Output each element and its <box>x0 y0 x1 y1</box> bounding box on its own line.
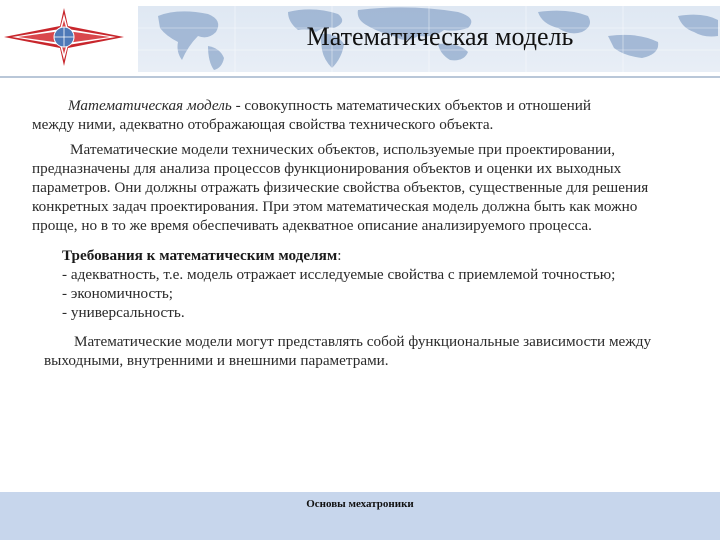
definition-paragraph <box>32 96 672 134</box>
models-line-4: конкретных задач проектирования. При этом математическая модель должна быть как можно <box>32 198 638 215</box>
closing-line-1: Математические модели могут представлять собой функциональные зависимости между <box>74 333 652 350</box>
requirements-heading: Требования к математическим моделям <box>62 247 338 264</box>
models-line-1: Математические модели технических объектов, используемые при проектировании, <box>70 141 616 158</box>
list-item: - экономичность; <box>62 285 174 302</box>
page-title: Математическая модель <box>306 22 574 51</box>
header-banner <box>0 0 720 76</box>
requirements-block: Требования к математическим моделям: - адекватность, т.е. модель отражает исследуемые свойства с приемлемой точностью; - экономичность; - универсальность. <box>62 246 682 322</box>
models-line-3: параметров. Они должны отражать физические свойства объектов, существенные для решения <box>32 179 649 196</box>
definition-text: - совокупность математических объектов и отношений <box>231 97 591 114</box>
list-item: - адекватность, т.е. модель отражает исследуемые свойства с приемлемой точностью; <box>62 266 616 283</box>
definition-line-2: между ними, адекватно отображающая свойства технического объекта. <box>32 116 494 133</box>
footer-label: Основы мехатроники <box>306 498 414 510</box>
closing-paragraph <box>44 332 694 370</box>
closing-line-2: выходными, внутренними и внешними параметрами. <box>44 352 389 369</box>
models-line-5: проще, но в то же время обеспечивать адекватное описание анализируемого процесса. <box>32 217 592 234</box>
header-divider <box>0 76 720 78</box>
company-logo <box>4 6 124 68</box>
list-item: - универсальность. <box>62 304 185 321</box>
defined-term: Математическая модель <box>68 97 232 114</box>
models-line-2: предназначены для анализа процессов функционирования объектов и оценки их выходных <box>32 160 622 177</box>
models-paragraph <box>32 140 692 235</box>
